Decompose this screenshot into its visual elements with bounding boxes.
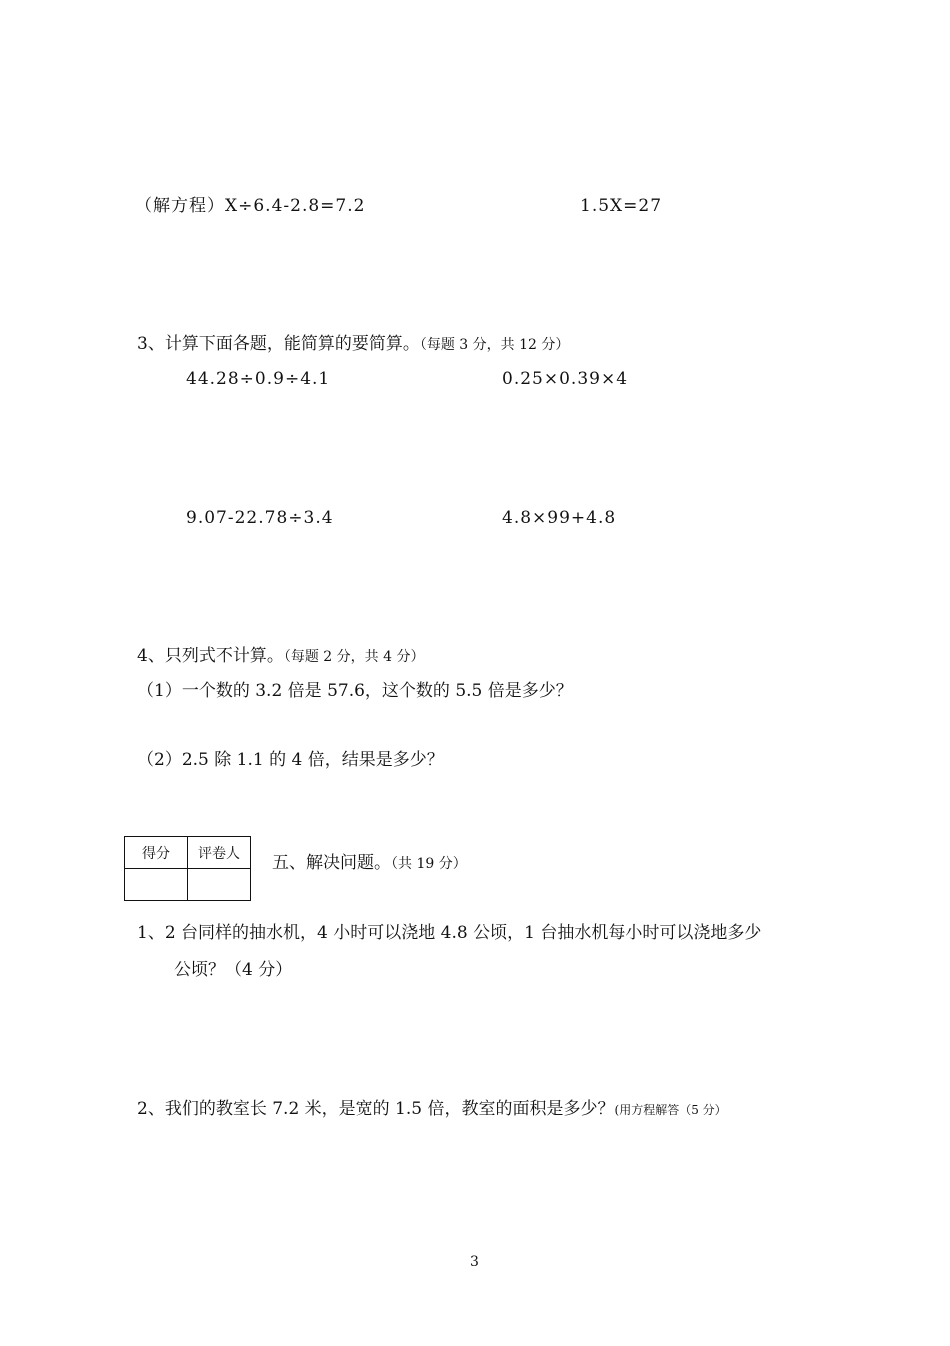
problem-2-note: (用方程解答（5 分） — [614, 1103, 727, 1117]
problem-2-text: 2、我们的教室长 7.2 米，是宽的 1.5 倍，教室的面积是多少？ — [137, 1099, 615, 1119]
section5-heading — [272, 853, 467, 874]
section4-title: 4、只列式不计算。 — [137, 646, 284, 666]
equation-2: 1.5X=27 — [580, 196, 663, 216]
calc-item-3: 9.07-22.78÷3.4 — [186, 508, 334, 528]
section4-question-2: （2）2.5 除 1.1 的 4 倍，结果是多少？ — [137, 750, 444, 770]
section3-note: （每题 3 分，共 12 分） — [419, 337, 570, 353]
problem-1-line-1: 1、2 台同样的抽水机，4 小时可以浇地 4.8 公顷，1 台抽水机每小时可以浇地多少 — [137, 923, 762, 943]
score-header: 得分 — [125, 837, 188, 869]
score-cell[interactable] — [125, 869, 188, 901]
section5-title: 五、解决问题。 — [272, 853, 391, 873]
page-number: 3 — [470, 1254, 479, 1270]
section4-note: （每题 2 分，共 4 分） — [283, 649, 425, 665]
problem-1-line-2: 公顷？（4 分） — [174, 960, 293, 980]
calc-item-2: 0.25×0.39×4 — [502, 369, 629, 389]
section5-note: （共 19 分） — [391, 856, 467, 872]
calc-item-4: 4.8×99+4.8 — [502, 508, 617, 528]
equation-1: （解方程）X÷6.4-2.8=7.2 — [135, 196, 366, 216]
grader-header: 评卷人 — [188, 837, 251, 869]
section4-heading — [137, 646, 424, 667]
score-table — [124, 836, 251, 901]
calc-item-1: 44.28÷0.9÷4.1 — [186, 369, 331, 389]
section3-heading — [137, 334, 569, 355]
problem-2 — [137, 1099, 727, 1120]
grader-cell[interactable] — [188, 869, 251, 901]
section3-title: 3、计算下面各题，能简算的要简算。 — [137, 334, 420, 354]
section4-question-1: （1）一个数的 3.2 倍是 57.6，这个数的 5.5 倍是多少？ — [137, 681, 573, 701]
